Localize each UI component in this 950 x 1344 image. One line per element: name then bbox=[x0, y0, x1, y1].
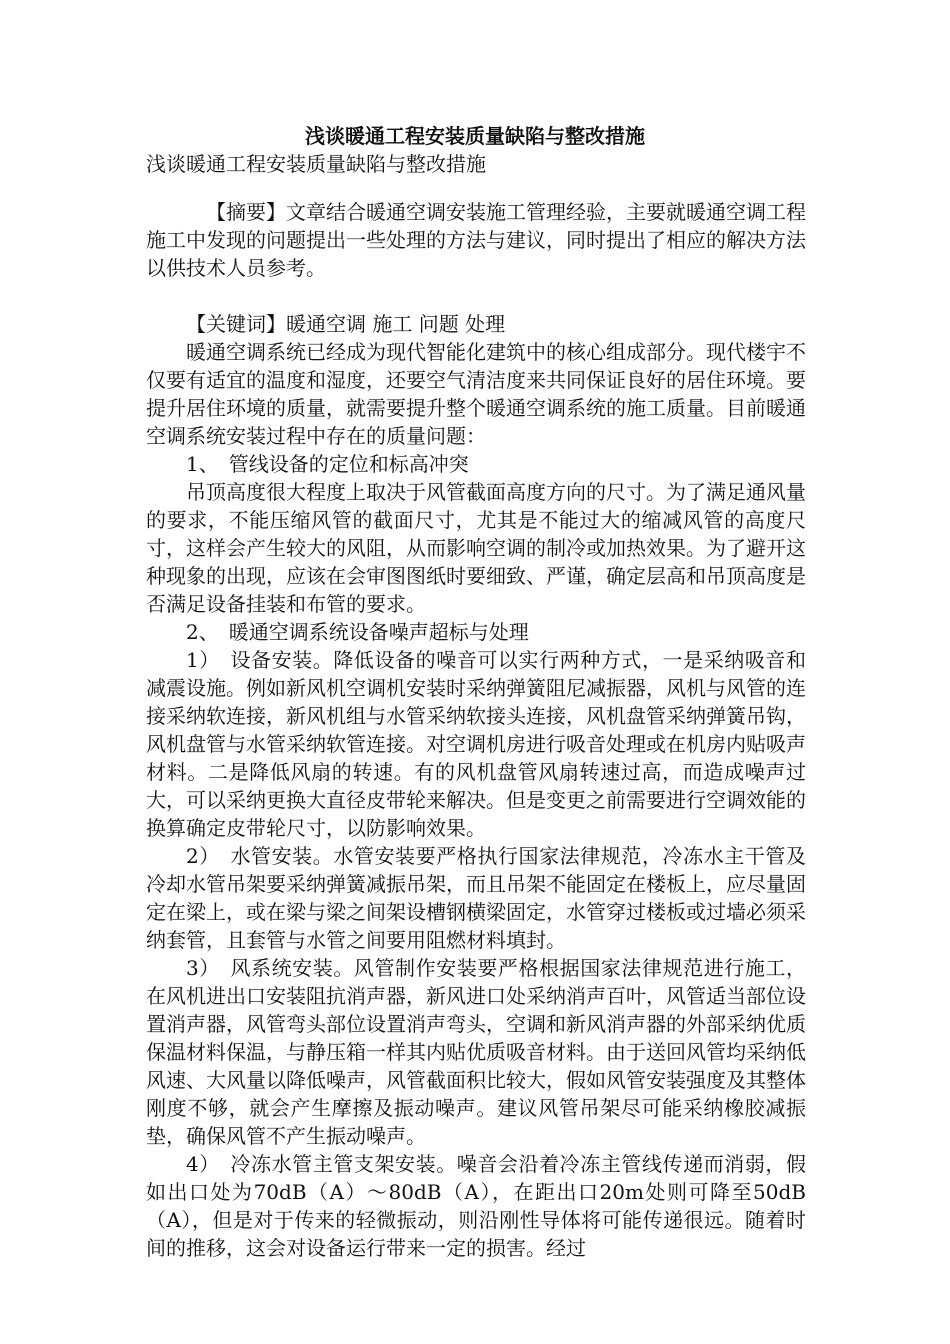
document-title: 浅谈暖通工程安装质量缺陷与整改措施 bbox=[305, 124, 645, 148]
item-1-paragraph: 1） 设备安装。降低设备的噪音可以实行两种方式，一是采纳吸音和减震设施。例如新风机空调机安装时采纳弹簧阻尼减振器，风机与风管的连接采纳软连接，新风机组与水管采纳软接头连接，风机盘管采纳弹簧吊钩，风机盘管与水管采纳软管连接。对空调机房进行吸音处理或在机房内贴吸声材料。二是降低风扇的转速。有的风机盘管风扇转速过高，而造成噪声过大，可以采纳更换大直径皮带轮来解决。但是变更之前需要进行空调效能的换算确定皮带轮尺寸，以防影响效果。 bbox=[146, 648, 806, 840]
item-2-paragraph: 2） 水管安装。水管安装要严格执行国家法律规范，冷冻水主干管及冷却水管吊架要采纳弹簧减振吊架，而且吊架不能固定在楼板上，应尽量固定在梁上，或在梁与梁之间架设槽钢横梁固定，水管穿过楼板或过墙必须采纳套管，且套管与水管之间要用阻燃材料填封。 bbox=[146, 844, 806, 952]
abstract-paragraph: 【摘要】文章结合暖通空调安装施工管理经验，主要就暖通空调工程施工中发现的问题提出一些处理的方法与建议，同时提出了相应的解决方法以供技术人员参考。 bbox=[146, 200, 806, 280]
section-1-heading: 1、 管线设备的定位和标高冲突 bbox=[186, 452, 469, 476]
document-subtitle: 浅谈暖通工程安装质量缺陷与整改措施 bbox=[146, 152, 486, 176]
item-4-paragraph: 4） 冷冻水管主管支架安装。噪音会沿着冷冻主管线传递而消弱，假如出口处为70dB（A）～80dB（A），在距出口20m处则可降至50dB（A），但是对于传来的轻微振动，则沿刚性导体将可能传递很远。随着时间的推移，这会对设备运行带来一定的损害。经过 bbox=[146, 1152, 806, 1260]
item-3-paragraph: 3） 风系统安装。风管制作安装要严格根据国家法律规范进行施工，在风机进出口安装阻抗消声器，新风进口处采纳消声百叶，风管适当部位设置消声器，风管弯头部位设置消声弯头，空调和新风消声器的外部采纳优质保温材料保温，与静压箱一样其内贴优质吸音材料。由于送回风管均采纳低风速、大风量以降低噪声，风管截面积比较大，假如风管安装强度及其整体刚度不够，就会产生摩擦及振动噪声。建议风管吊架尽可能采纳橡胶减振垫，确保风管不产生振动噪声。 bbox=[146, 956, 806, 1148]
keywords-line: 【关键词】暖通空调 施工 问题 处理 bbox=[186, 312, 506, 336]
intro-paragraph: 暖通空调系统已经成为现代智能化建筑中的核心组成部分。现代楼宇不仅要有适宜的温度和湿度，还要空气清洁度来共同保证良好的居住环境。要提升居住环境的质量，就需要提升整个暖通空调系统的施工质量。目前暖通空调系统安装过程中存在的质量问题： bbox=[146, 340, 806, 448]
section-1-paragraph: 吊顶高度很大程度上取决于风管截面高度方向的尺寸。为了满足通风量的要求，不能压缩风管的截面尺寸，尤其是不能过大的缩减风管的高度尺寸，这样会产生较大的风阻，从而影响空调的制冷或加热效果。为了避开这种现象的出现，应该在会审图图纸时要细致、严谨，确定层高和吊顶高度是否满足设备挂装和布管的要求。 bbox=[146, 480, 806, 616]
document-body bbox=[146, 198, 806, 1262]
section-2-heading: 2、 暖通空调系统设备噪声超标与处理 bbox=[186, 620, 529, 644]
